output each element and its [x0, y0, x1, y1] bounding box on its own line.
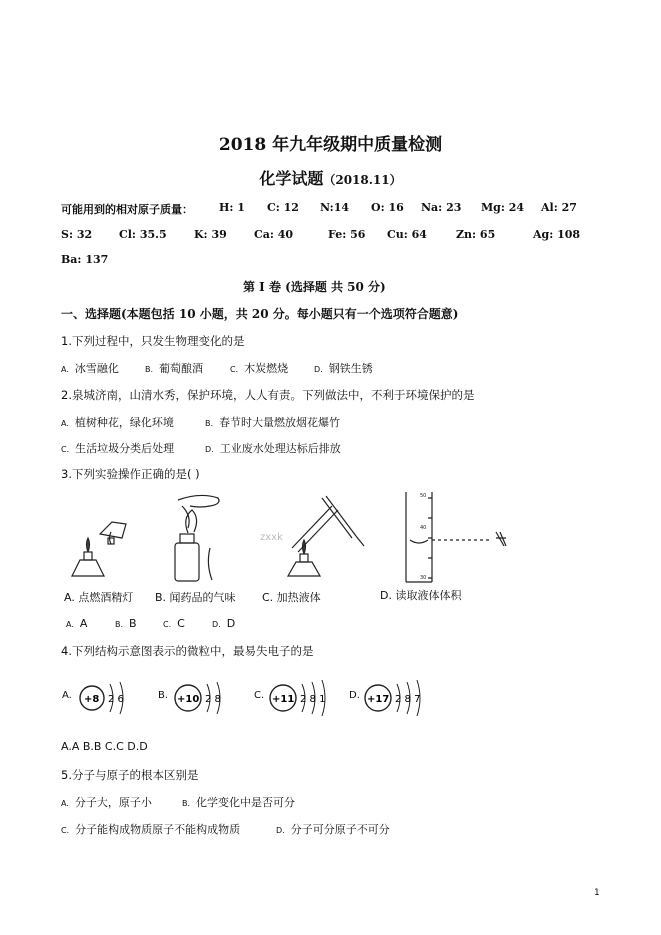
atomic-mass-item: Mg: 24 [481, 201, 525, 214]
smell-bottle-icon [175, 495, 219, 581]
option: C. 生活垃圾分类后处理 [61, 442, 175, 455]
atomic-mass-item: N:14 [320, 201, 350, 214]
option: B. 葡萄酿酒 [145, 362, 204, 375]
option: D. 工业废水处理达标后排放 [205, 442, 341, 455]
option: D. 分子可分原子不可分 [276, 823, 390, 836]
option: D. 钢铁生锈 [314, 362, 373, 375]
atom-label: A. [62, 690, 72, 701]
lab-operations-figure [60, 488, 530, 588]
option: D. D [212, 617, 236, 630]
subject-title: 化学试题 [259, 169, 324, 188]
atomic-mass-item: Ag: 108 [533, 228, 581, 241]
exam-title: 2018 年九年级期中质量检测 [218, 135, 443, 155]
atom-structure-c [267, 678, 339, 720]
atom-structure-a [78, 678, 138, 720]
option: A. 冰雪融化 [61, 362, 119, 375]
option: B. 春节时大量燃放烟花爆竹 [205, 416, 341, 429]
atomic-mass-item: C: 12 [267, 201, 299, 214]
option: A. A [66, 617, 88, 630]
svg-text:zxxk: zxxk [260, 532, 283, 543]
atomic-mass-item: Ba: 137 [61, 253, 109, 266]
question-stem: 5.分子与原子的根本区别是 [61, 768, 199, 782]
cylinder-tick: 30 [420, 575, 427, 581]
atomic-mass-label: 可能用到的相对原子质量： [61, 203, 193, 216]
option: A. 植树种花，绿化环境 [61, 416, 174, 429]
atomic-mass-item: K: 39 [194, 228, 227, 241]
question-stem: 2.泉城济南，山清水秀，保护环境，人人有责。下列做法中，不利于环境保护的是 [61, 388, 475, 402]
figure-caption: D. 读取液体体积 [380, 589, 462, 602]
atomic-mass-item: O: 16 [371, 201, 404, 214]
atom-structure-d [362, 678, 434, 720]
answer-options: A.A B.B C.C D.D [61, 740, 148, 753]
atom-label: C. [254, 690, 265, 701]
page-number: 1 [594, 888, 600, 898]
figure-caption: C. 加热液体 [262, 591, 321, 604]
atomic-mass-item: Fe: 56 [328, 228, 366, 241]
option: B. B [115, 617, 137, 630]
nucleus-charge: +17 [367, 694, 390, 705]
electron-config: 2 8 [205, 694, 221, 705]
exam-subtitle [0, 166, 661, 189]
cylinder-tick: 40 [420, 525, 427, 531]
atomic-mass-item: S: 32 [61, 228, 93, 241]
atom-structure-b [172, 678, 234, 720]
cylinder-tick: 50 [420, 493, 427, 499]
option: C. 分子能构成物质原子不能构成物质 [61, 823, 241, 836]
question-stem: 3.下列实验操作正确的是( ) [61, 467, 200, 481]
option: C. 木炭燃烧 [230, 362, 289, 375]
question-stem: 4.下列结构示意图表示的微粒中，最易失电子的是 [61, 644, 314, 658]
atomic-mass-item: Cl: 35.5 [119, 228, 167, 241]
option: C. C [163, 617, 185, 630]
nucleus-charge: +8 [84, 694, 100, 705]
graduated-cylinder-icon [406, 492, 506, 582]
electron-config: 2 8 1 [300, 694, 326, 705]
electron-config: 2 8 7 [395, 694, 421, 705]
question-stem: 1.下列过程中，只发生物理变化的是 [61, 334, 245, 348]
atomic-mass-item: Al: 27 [541, 201, 577, 214]
atomic-mass-item: Zn: 65 [456, 228, 496, 241]
heating-test-tube-icon [260, 496, 364, 576]
section-title: 一、选择题(本题包括 10 小题，共 20 分。每小题只有一个选项符合题意) [61, 307, 459, 321]
atom-label: D. [349, 690, 360, 701]
figure-caption: A. 点燃酒精灯 [64, 591, 134, 604]
atomic-mass-item: Na: 23 [421, 201, 462, 214]
option: B. 化学变化中是否可分 [182, 796, 296, 809]
figure-caption: B. 闻药品的气味 [155, 591, 236, 604]
nucleus-charge: +11 [272, 694, 295, 705]
option: A. 分子大，原子小 [61, 796, 152, 809]
part-title: 第 I 卷 (选择题 共 50 分) [243, 280, 386, 294]
exam-date: （2018.11） [323, 173, 402, 187]
nucleus-charge: +10 [177, 694, 200, 705]
alcohol-lamp-icon [72, 522, 126, 576]
atomic-mass-item: Ca: 40 [254, 228, 294, 241]
atomic-mass-item: Cu: 64 [387, 228, 427, 241]
electron-config: 2 6 [108, 694, 124, 705]
atom-label: B. [158, 690, 169, 701]
atomic-mass-item: H: 1 [219, 201, 245, 214]
